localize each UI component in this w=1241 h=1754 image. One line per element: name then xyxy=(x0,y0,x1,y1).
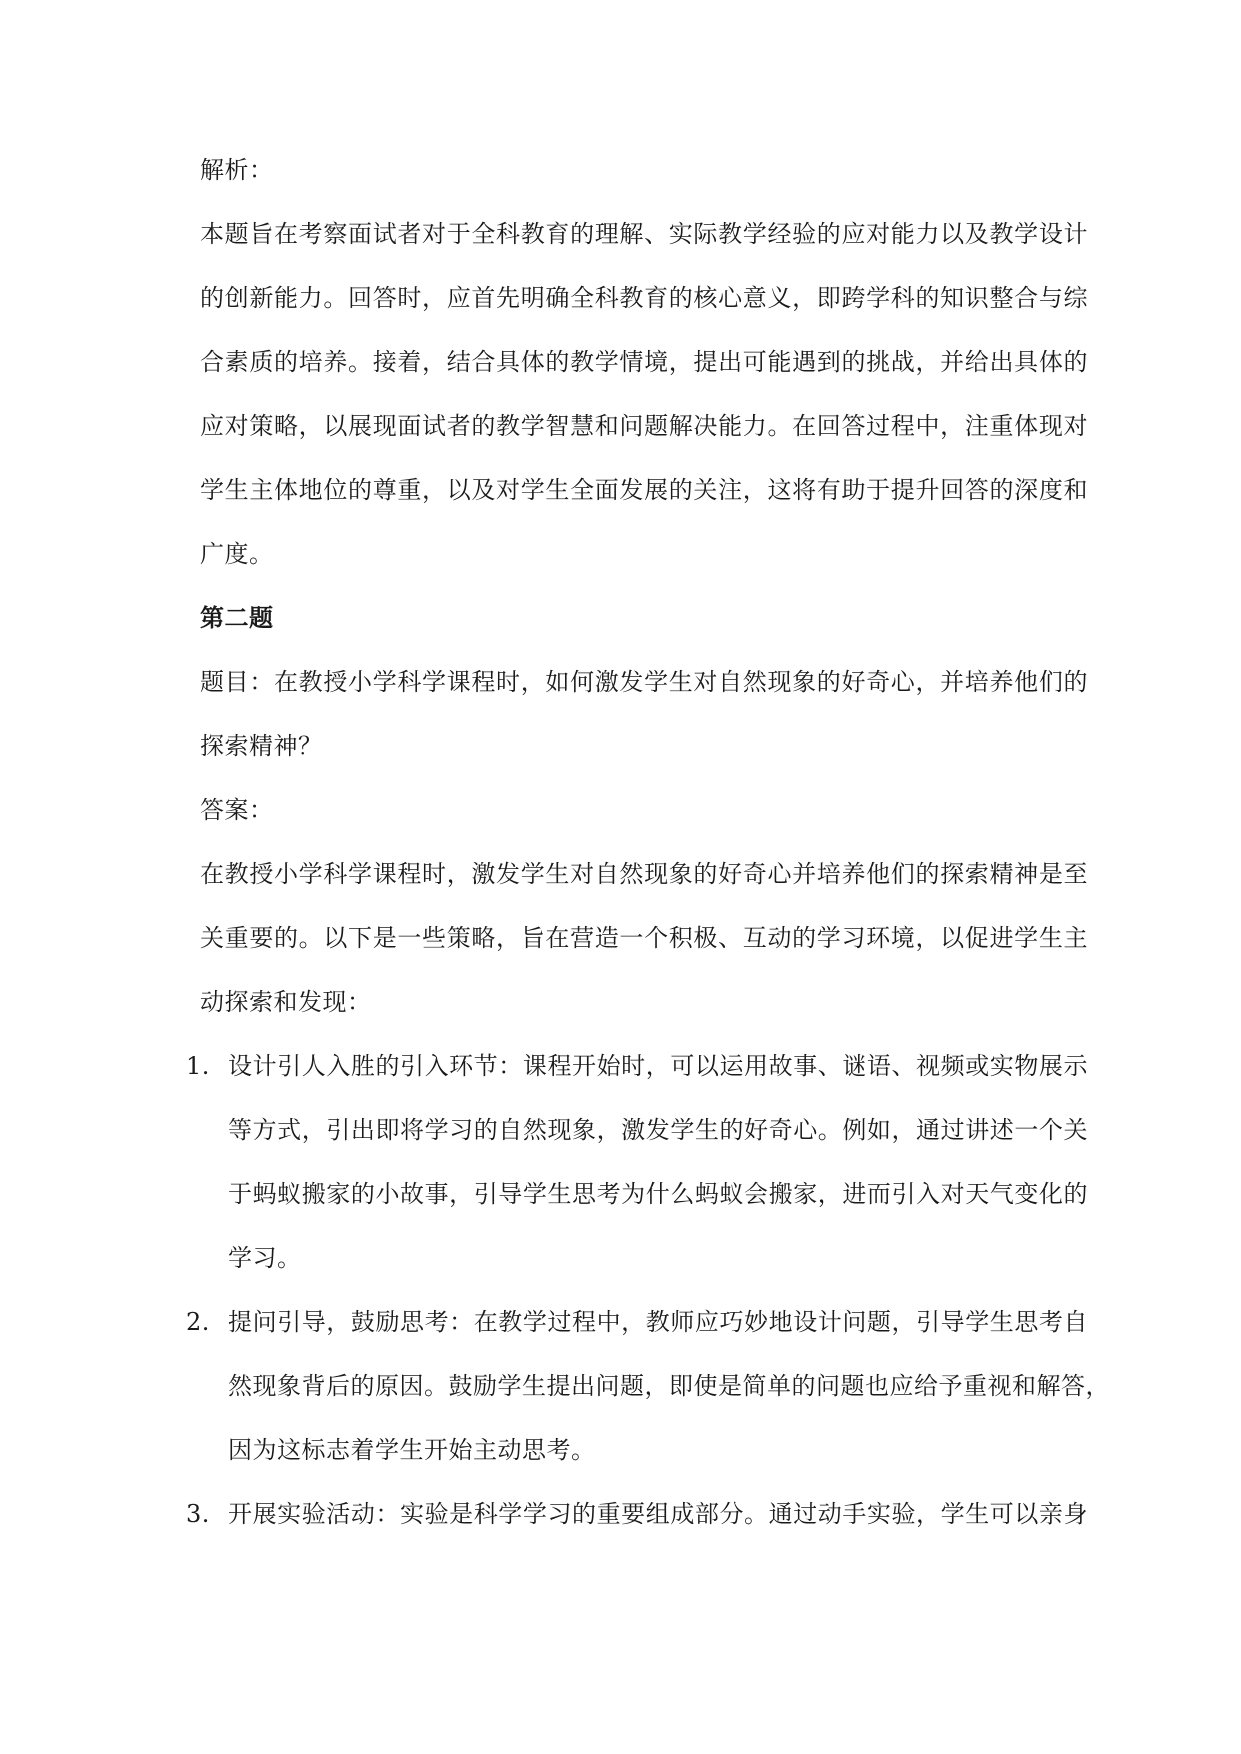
list-line: 然现象背后的原因。鼓励学生提出问题，即使是简单的问题也应给予重视和解答， xyxy=(228,1372,1110,1400)
question-heading: 第二题 xyxy=(200,603,274,632)
analysis-line: 合素质的培养。接着，结合具体的教学情境，提出可能遇到的挑战，并给出具体的 xyxy=(200,348,1088,376)
intro-line: 关重要的。以下是一些策略，旨在营造一个积极、互动的学习环境，以促进学生主 xyxy=(200,924,1088,952)
list-line: 设计引人入胜的引入环节：课程开始时，可以运用故事、谜语、视频或实物展示 xyxy=(228,1052,1088,1080)
prompt-line: 探索精神？ xyxy=(200,732,323,760)
list-line: 提问引导，鼓励思考：在教学过程中，教师应巧妙地设计问题，引导学生思考自 xyxy=(228,1308,1088,1336)
document-page xyxy=(186,138,1110,1546)
answer-label: 答案： xyxy=(200,796,274,824)
analysis-line: 应对策略，以展现面试者的教学智慧和问题解决能力。在回答过程中，注重体现对 xyxy=(200,412,1088,440)
intro-line: 在教授小学科学课程时，激发学生对自然现象的好奇心并培养他们的探索精神是至 xyxy=(200,860,1088,888)
analysis-label: 解析： xyxy=(200,156,274,184)
list-item xyxy=(186,1034,1088,1290)
analysis-line: 的创新能力。回答时，应首先明确全科教育的核心意义，即跨学科的知识整合与综 xyxy=(200,284,1088,312)
list-line: 等方式，引出即将学习的自然现象，激发学生的好奇心。例如，通过讲述一个关 xyxy=(228,1116,1088,1144)
list-item xyxy=(186,1482,1088,1546)
prompt-line: 题目：在教授小学科学课程时，如何激发学生对自然现象的好奇心，并培养他们的 xyxy=(200,668,1088,696)
question-prompt xyxy=(200,650,1088,778)
list-line: 开展实验活动：实验是科学学习的重要组成部分。通过动手实验，学生可以亲身 xyxy=(228,1500,1088,1528)
list-line: 学习。 xyxy=(228,1244,302,1272)
intro-line: 动探索和发现： xyxy=(200,988,372,1016)
list-item xyxy=(186,1290,1110,1482)
analysis-paragraph xyxy=(200,202,1088,586)
list-number: 2. xyxy=(186,1308,210,1336)
list-number: 1. xyxy=(186,1052,210,1080)
list-line: 于蚂蚁搬家的小故事，引导学生思考为什么蚂蚁会搬家，进而引入对天气变化的 xyxy=(228,1180,1088,1208)
analysis-line: 本题旨在考察面试者对于全科教育的理解、实际教学经验的应对能力以及教学设计 xyxy=(200,220,1088,248)
analysis-line: 学生主体地位的尊重，以及对学生全面发展的关注，这将有助于提升回答的深度和 xyxy=(200,476,1088,504)
list-number: 3. xyxy=(186,1500,210,1528)
analysis-line: 广度。 xyxy=(200,540,274,568)
list-line: 因为这标志着学生开始主动思考。 xyxy=(228,1436,596,1464)
answer-intro xyxy=(200,842,1088,1034)
